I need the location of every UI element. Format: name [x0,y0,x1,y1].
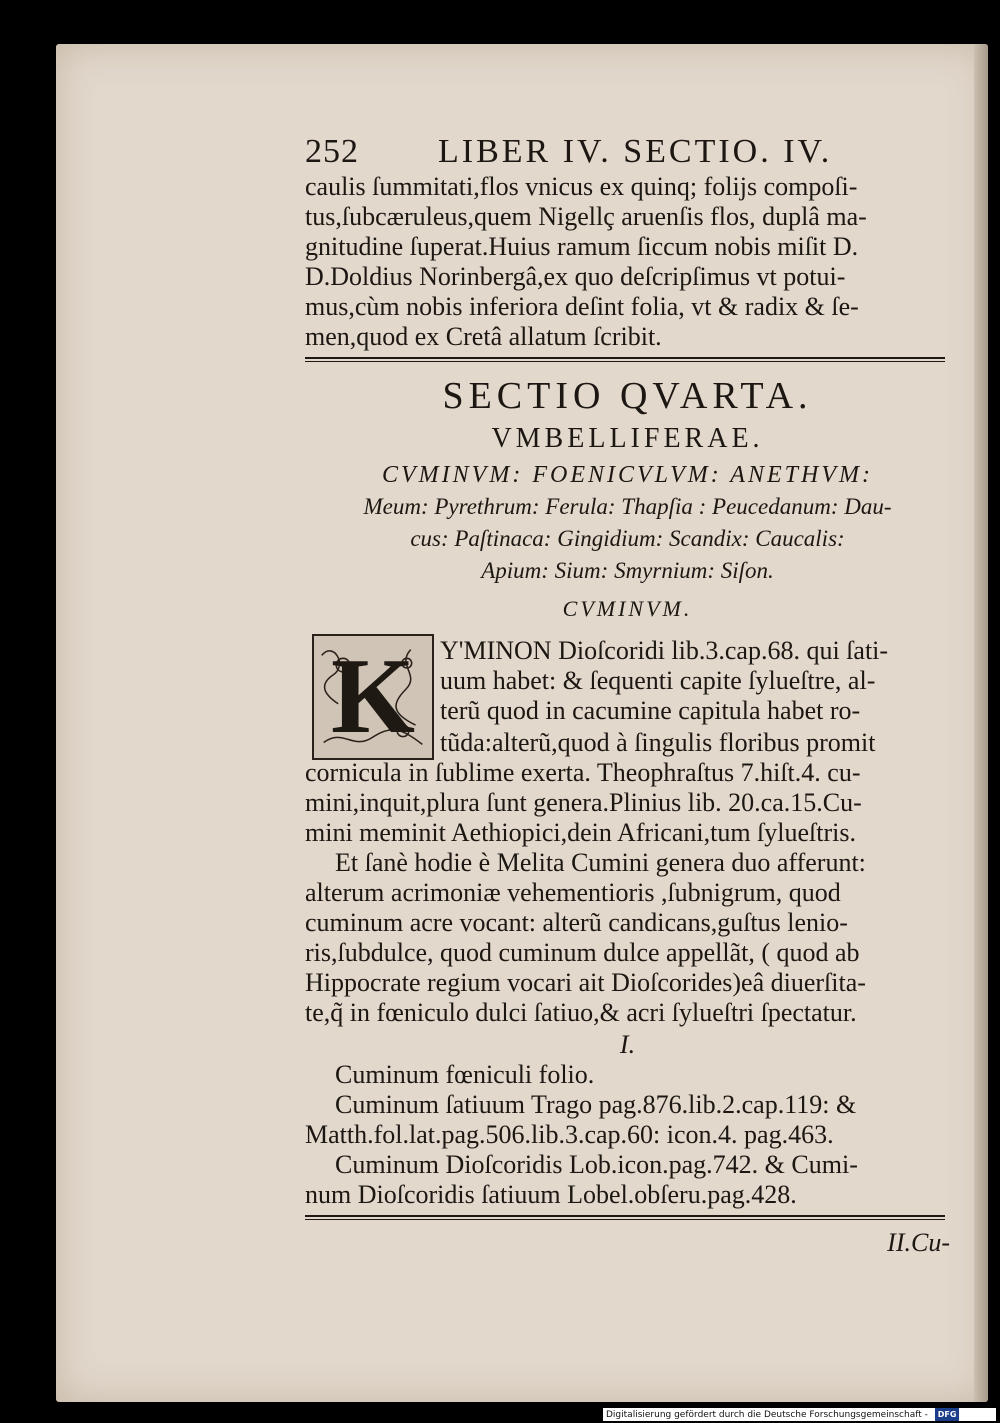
entry-line: Cuminum fœniculi folio. [335,1060,595,1089]
page-number: 252 [305,133,359,170]
text-line: D.Doldius Norinbergâ,ex quo deſcripſimus vt potui- [305,262,846,291]
text-line: caulis ſummitati,flos vnicus ex quinq; folijs compoſi- [305,172,858,201]
contents-line: CVMINVM: FOENICVLVM: ANETHVM: [382,462,873,488]
digitization-footer [603,1408,996,1421]
text-line: tũda:alterũ,quod à ſingulis floribus promit [440,728,876,757]
entry-line: Matth.fol.lat.pag.506.lib.3.cap.60: icon.4. pag.463. [305,1120,834,1149]
section-subtitle: VMBELLIFERAE. [491,423,764,454]
text-line: uum habet: & ſequenti capite ſylueſtre, al- [440,666,876,695]
contents-line: Apium: Sium: Smyrnium: Siſon. [481,558,774,583]
text-line: tus,ſubcæruleus,quem Nigellç aruenſis flos, duplâ ma- [305,202,867,231]
ornamental-rule [305,357,945,362]
text-line: Hippocrate regium vocari ait Dioſcorides)eâ diuerſita- [305,968,866,997]
dfg-logo: DFG [935,1408,960,1421]
text-line: Y'MINON Dioſcoridi lib.3.cap.68. qui ſati- [440,636,889,665]
text-line: mini,inquit,plura ſunt genera.Plinius lib. 20.ca.15.Cu- [305,788,862,817]
initial-letter: K [330,637,415,756]
catchword: II.Cu- [887,1228,950,1257]
text-line: gnitudine ſuperat.Huius ramum ſiccum nobis miſit D. [305,232,859,261]
text-line: cornicula in ſublime exerta. Theophraſtus 7.hiſt.4. cu- [305,758,861,787]
subsection-heading: CVMINVM. [562,596,693,621]
text-line: alterum acrimoniæ vehementioris ,ſubnigrum, quod [305,878,841,907]
text-line: men,quod ex Cretâ allatum ſcribit. [305,322,662,351]
text-line: mini meminit Aethiopici,dein Africani,tum ſylueſtris. [305,818,856,847]
text-line: te,q̃ in fœniculo dulci ſatiuo,& acri ſylueſtri ſpectatur. [305,998,857,1027]
entry-line: num Dioſcoridis ſatiuum Lobel.obſeru.pag.428. [305,1180,797,1209]
footer-text: Digitalisierung gefördert durch die Deutsche Forschungsgemeinschaft - [606,1410,928,1420]
contents-line: Meum: Pyrethrum: Ferula: Thapſia : Peucedanum: Dau- [363,494,892,519]
contents-line: cus: Paſtinaca: Gingidium: Scandix: Caucalis: [410,526,845,551]
text-line: mus,cùm nobis inferiora deſint folia, vt & radix & ſe- [305,292,859,321]
running-header [305,133,950,171]
running-title: LIBER IV. SECTIO. IV. [438,133,833,170]
text-line: ris,ſubdulce, quod cuminum dulce appellãt, ( quod ab [305,938,860,967]
ornamental-rule [305,1215,945,1220]
text-line: terũ quod in cacumine capitula habet ro- [440,696,861,725]
text-line: Et ſanè hodie è Melita Cumini genera duo afferunt: [335,848,866,877]
entry-number: I. [619,1030,636,1059]
entry-line: Cuminum ſatiuum Trago pag.876.lib.2.cap.119: & [335,1090,857,1119]
section-title: SECTIO QVARTA. [442,375,813,417]
page-edge [974,44,988,1402]
text-line: cuminum acre vocant: alterũ candicans,guſtus lenio- [305,908,848,937]
entry-line: Cuminum Dioſcoridis Lob.icon.pag.742. & Cumi- [335,1150,858,1179]
decorated-initial [312,634,434,760]
